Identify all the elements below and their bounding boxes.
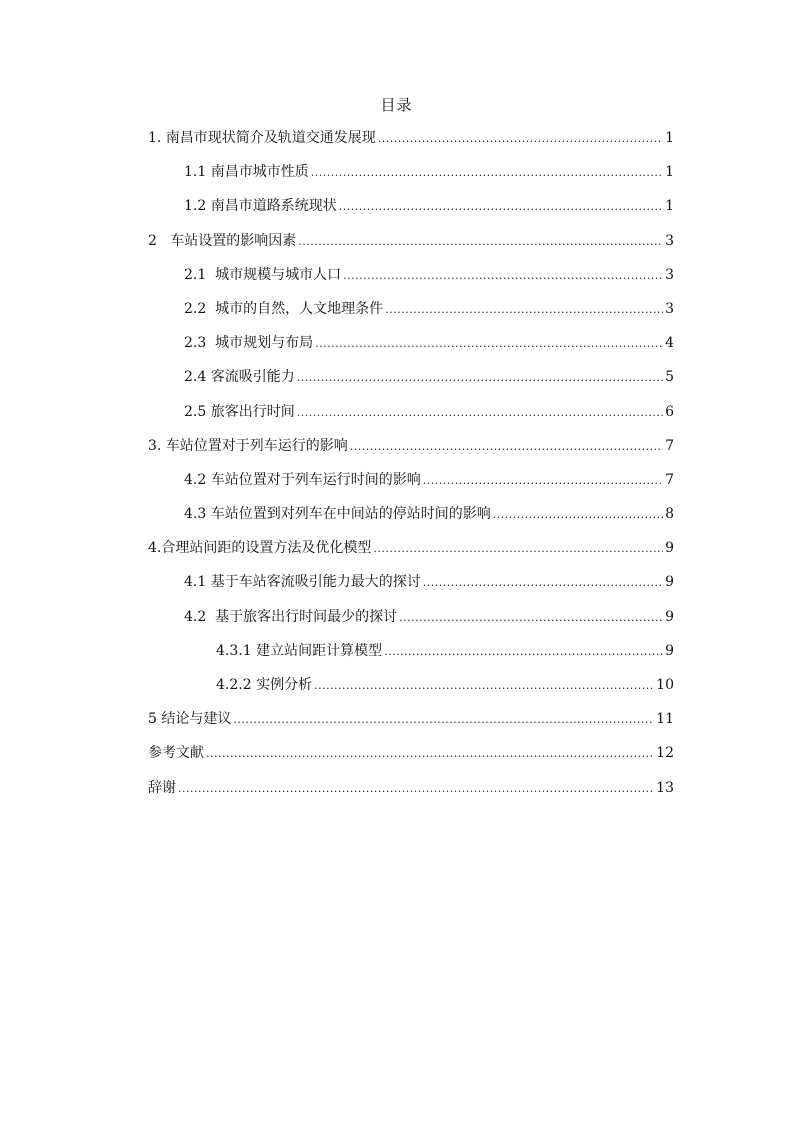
toc-entry-label: 辞谢 [148,779,176,796]
toc-entry[interactable] [148,231,674,265]
dot-leader [350,437,663,457]
dot-leader [297,368,663,388]
dot-leader [315,334,663,354]
toc-entry-page: 12 [656,745,674,762]
toc-entry[interactable] [148,436,674,470]
dot-leader [385,300,663,320]
dot-leader [298,232,663,252]
toc-entry-page: 3 [665,300,674,317]
toc-entry-label: 4.2.2 实例分析 [216,677,313,693]
toc-entry[interactable] [148,402,674,436]
toc-entry-page: 13 [656,779,674,796]
toc-entry-label: 4.3.1 建立站间距计算模型 [216,642,383,659]
dot-leader [206,744,654,764]
toc-entry-page: 9 [665,608,674,625]
toc-entry-label: 2.4 客流吸引能力 [184,369,295,386]
dot-leader [384,642,663,662]
dot-leader [399,608,663,628]
toc-entry-page: 7 [665,437,674,454]
toc-entry[interactable] [148,128,674,162]
toc-entry-label: 5 结论与建议 [148,711,232,728]
dot-leader [343,266,663,286]
toc-entry-page: 10 [656,677,674,693]
toc-entry[interactable] [148,778,674,812]
toc-entry-page: 9 [665,540,674,557]
toc-entry-page: 1 [665,130,674,146]
toc-entry[interactable] [148,162,674,196]
toc-entry[interactable] [148,299,674,333]
toc-entry-label: 2 车站设置的影响因素 [148,232,297,249]
toc-entry-label: 4.1 基于车站客流吸引能力最大的探讨 [184,574,421,591]
toc-entry-label: 1.1 南昌市城市性质 [184,164,309,181]
toc-entry-page: 7 [665,471,674,488]
toc-entry-label: 2.2 城市的自然，人文地理条件 [184,300,384,317]
toc-entry[interactable] [148,743,674,777]
dot-leader [339,197,663,217]
toc-entry[interactable] [148,196,674,230]
toc-entry-label: 4.2 车站位置对于列车运行时间的影响 [184,471,421,488]
toc-entry-page: 11 [656,711,674,728]
toc-entry[interactable] [148,504,674,538]
toc-entry-label: 4.合理站间距的设置方法及优化模型 [148,540,372,557]
toc-entry-page: 9 [665,642,674,659]
toc-entry[interactable] [148,607,674,641]
toc-entry-label: 4.3 车站位置到对列车在中间站的停站时间的影响 [184,506,491,523]
toc-entry-page: 6 [665,403,674,420]
toc-entry-page: 8 [665,506,674,523]
toc-entry[interactable] [148,709,674,743]
toc-entry[interactable] [148,367,674,401]
toc-entry-label: 2.3 城市规划与布局 [184,335,314,352]
toc-entry-label: 1.2 南昌市道路系统现状 [184,198,337,215]
toc-entry-page: 1 [665,198,674,215]
toc-entry-page: 4 [665,335,674,352]
toc-entry-label: 3. 车站位置对于列车运行的影响 [148,437,348,454]
toc-entry[interactable] [148,333,674,367]
dot-leader [423,573,663,593]
dot-leader [373,539,663,559]
toc-title: 目录 [380,96,413,114]
toc-entry[interactable] [148,470,674,504]
toc-entry[interactable] [148,572,674,606]
toc-entry-label: 2.1 城市规模与城市人口 [184,266,342,283]
table-of-contents [148,128,674,812]
toc-entry-label: 2.5 旅客出行时间 [184,403,295,420]
dot-leader [493,505,663,525]
toc-entry[interactable] [148,675,674,709]
dot-leader [311,163,663,183]
toc-entry-label: 4.2 基于旅客出行时间最少的探讨 [184,608,398,625]
dot-leader [297,403,663,423]
toc-entry-page: 3 [665,232,674,249]
dot-leader [233,710,654,730]
toc-entry-page: 9 [665,574,674,591]
dot-leader [178,779,654,799]
toc-entry-label: 参考文献 [148,745,204,762]
toc-entry[interactable] [148,538,674,572]
dot-leader [423,471,663,491]
toc-entry-page: 5 [665,369,674,386]
toc-entry-page: 1 [665,164,674,181]
dot-leader [314,676,654,696]
toc-entry[interactable] [148,265,674,299]
toc-entry[interactable] [148,641,674,675]
toc-entry-label: 1. 南昌市现状简介及轨道交通发展现 [148,130,376,146]
toc-entry-page: 3 [665,266,674,283]
dot-leader [378,129,663,149]
